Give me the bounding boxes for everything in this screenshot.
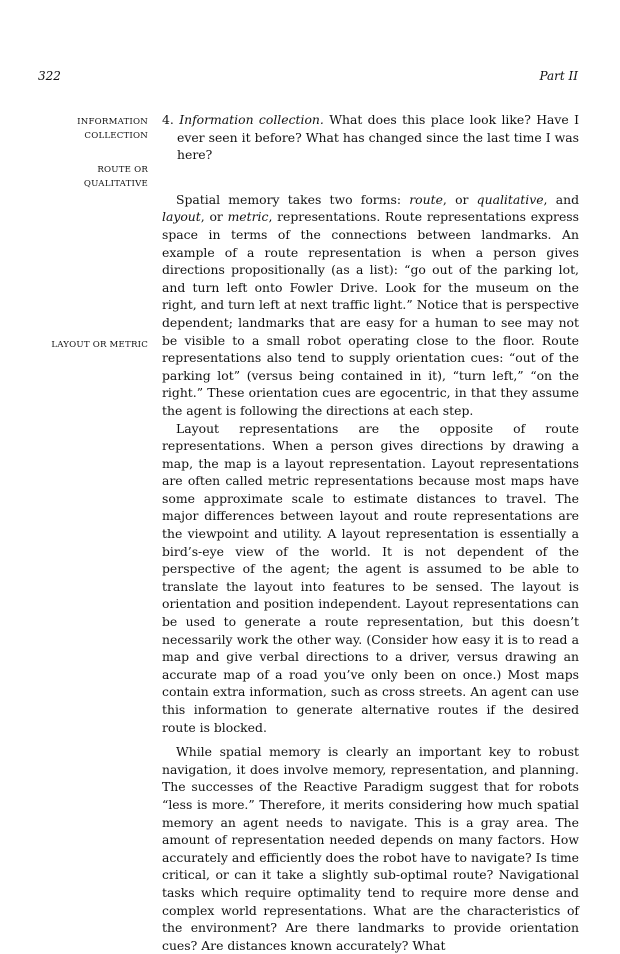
margin-note-information-collection — [28, 115, 148, 143]
list-item-text: What does this place look like? Have I ever seen it before? What has changed since the last time I was here? — [177, 112, 580, 163]
list-item-title: Information collection. — [179, 112, 324, 127]
margin-note-route-or-qualitative — [28, 163, 148, 191]
term-layout: layout — [162, 209, 201, 225]
text-run: , or — [200, 209, 228, 225]
page-number: 322 — [38, 69, 61, 83]
part-label: Part II — [539, 69, 578, 83]
margin-note-text: LAYOUT OR METRIC — [51, 340, 148, 350]
paragraph-spatial-memory — [162, 191, 579, 420]
margin-note-layout-or-metric — [28, 338, 148, 352]
body-text — [162, 111, 579, 954]
text-run: Spatial memory takes two forms: — [176, 191, 410, 207]
text-run: , or — [442, 191, 477, 207]
paragraph-spatial-memory-tradeoffs: While spatial memory is clearly an important key to robust navigation, it does involve memory, representation, and planning. The successes of the Reactive Paradigm suggest that for robots “less is more.” Therefore, it merits considering how much spatial memory an agent needs to navigate. This is a gray area. The amount of representation needed depends on many factors. How accurately and efficiently does the robot have to navigate? Is time critical, or can it take a slightly sub-optimal route? Navigational tasks which require optimality tend to require more dense and complex world representations. What are the characteristics of the environment? Are there landmarks to provide orientation cues? Are distances known accurately? What — [162, 744, 579, 953]
margin-note-text: INFORMATION COLLECTION — [77, 117, 148, 141]
term-metric: metric — [227, 209, 269, 225]
term-route: route — [409, 191, 443, 207]
list-number: 4. — [162, 112, 174, 127]
text-run: , and — [543, 191, 579, 207]
margin-note-text: ROUTE OR QUALITATIVE — [83, 165, 148, 189]
text-run: , representations. Route representations express space in terms of the connections between landmarks. An example of a route representation is when a person gives directions propositionally (as a list): “go out of the parking lot, and turn left onto Fowler Drive. Look for the museum on the right, and turn left at next traffic light.” Notice that is perspective dependent; landmarks that are easy for a human to see may not be visible to a small robot operating close to the floor. Route representations also tend to supply orientation cues: “out of the parking lot” (versus being contained in it), “turn left,” “on the right.” These orientation cues are egocentric, in that they assume the agent is following the directions at each step. — [162, 209, 579, 418]
running-header — [38, 69, 578, 87]
list-item-information-collection — [162, 111, 579, 164]
paragraph-layout-representations: Layout representations are the opposite of route representations. When a person gives directions by drawing a map, the map is a layout representation. Layout representations are often called metric representations because most maps have some approximate scale to estimate distances to travel. The major differences between layout and route representations are the viewpoint and utility. A layout representation is essentially a bird’s-eye view of the world. It is not dependent of the perspective of the agent; the agent is assumed to be able to translate the layout into features to be sensed. The layout is orientation and position independent. Layout representations can be used to generate a route representation, but this doesn’t necessarily work the other way. (Consider how easy it is to read a map and give verbal directions to a driver, versus drawing an accurate map of a road you’ve only been on once.) Most maps contain extra information, such as cross streets. An agent can use this information to generate alternative routes if the desired route is blocked. — [162, 420, 579, 735]
term-qualitative: qualitative — [476, 191, 544, 207]
